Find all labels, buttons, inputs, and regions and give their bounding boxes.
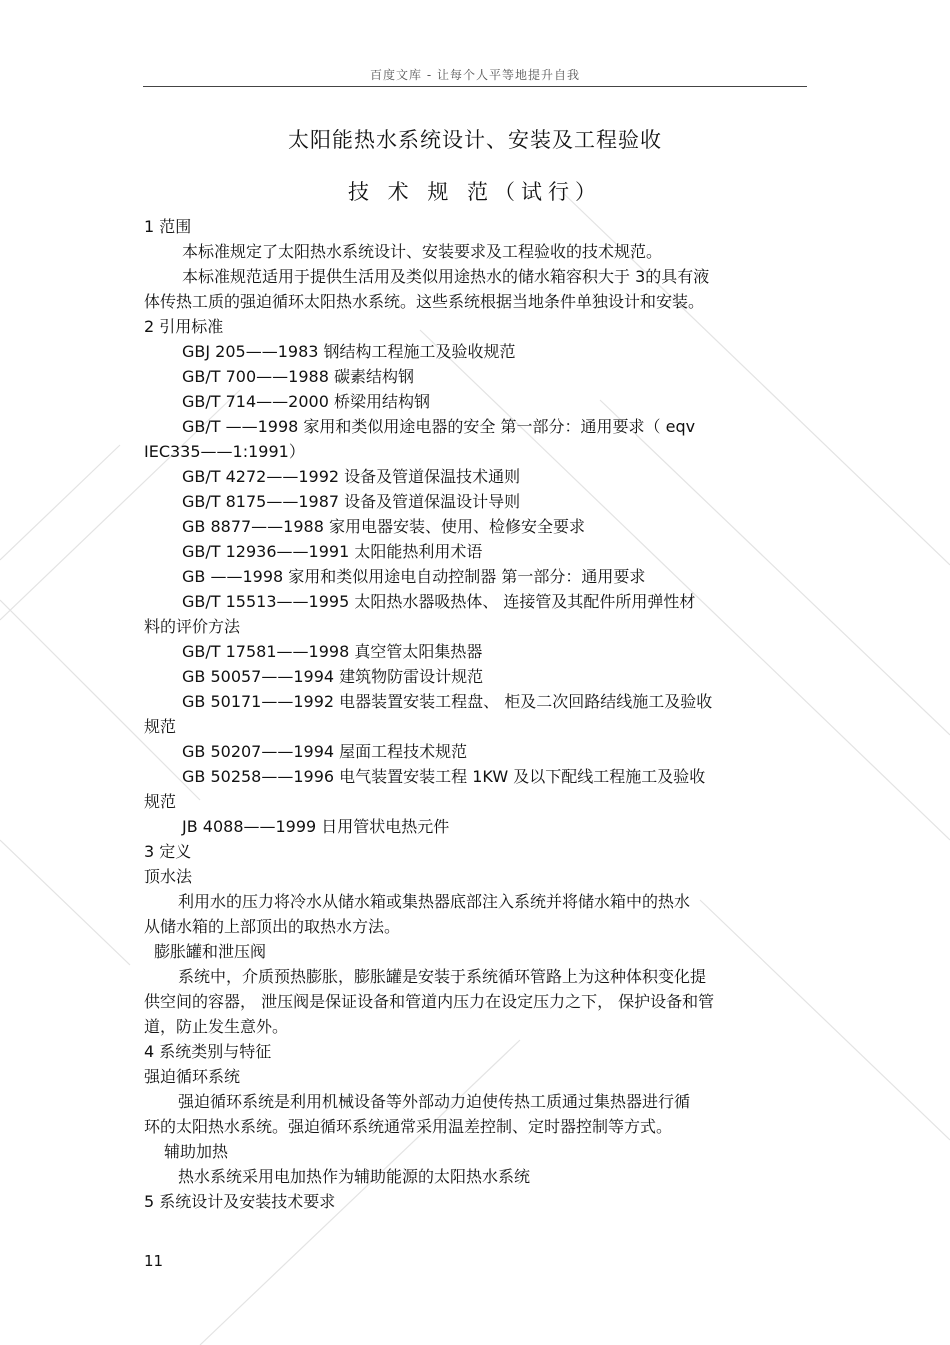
document-title: 太阳能热水系统设计、安装及工程验收 — [288, 128, 662, 152]
body-line: 2 引用标准 — [144, 317, 224, 336]
body-line: 体传热工质的强迫循环太阳热水系统。这些系统根据当地条件单独设计和安装。 — [144, 292, 705, 311]
document-body — [144, 214, 812, 1214]
body-line: 环的太阳热水系统。强迫循环系统通常采用温差控制、定时器控制等方式。 — [144, 1117, 673, 1136]
body-line: GB 50207——1994 屋面工程技术规范 — [182, 742, 468, 761]
body-line: GB/T 12936——1991 太阳能热利用术语 — [182, 542, 483, 561]
body-line: 5 系统设计及安装技术要求 — [144, 1192, 336, 1211]
body-line: IEC335——1:1991） — [144, 442, 305, 461]
body-line: 1 范围 — [144, 217, 192, 236]
body-line: GB ——1998 家用和类似用途电自动控制器 第一部分：通用要求 — [182, 567, 646, 586]
body-line: 从储水箱的上部顶出的取热水方法。 — [144, 917, 401, 936]
header-rule — [143, 86, 807, 87]
body-line: GB/T 8175——1987 设备及管道保温设计导则 — [182, 492, 521, 511]
page-number: 11 — [144, 1252, 164, 1270]
body-line: 辅助加热 — [164, 1142, 229, 1161]
page-header: 百度文库 - 让每个人平等地提升自我 — [370, 68, 580, 82]
body-line: GBJ 205——1983 钢结构工程施工及验收规范 — [182, 342, 516, 361]
body-line: 本标准规范适用于提供生活用及类似用途热水的储水箱容积大于 3的具有液 — [182, 267, 710, 286]
body-line: GB/T 4272——1992 设备及管道保温技术通则 — [182, 467, 521, 486]
body-line: JB 4088——1999 日用管状电热元件 — [182, 817, 450, 836]
body-line: 4 系统类别与特征 — [144, 1042, 272, 1061]
body-line: 膨胀罐和泄压阀 — [154, 942, 267, 961]
body-line: 利用水的压力将冷水从储水箱或集热器底部注入系统并将储水箱中的热水 — [178, 892, 691, 911]
body-line: 本标准规定了太阳热水系统设计、安装要求及工程验收的技术规范。 — [182, 242, 663, 261]
body-line: 规范 — [144, 792, 177, 811]
body-line: 顶水法 — [144, 867, 193, 886]
body-line: 强迫循环系统 — [144, 1067, 241, 1086]
body-line: 强迫循环系统是利用机械设备等外部动力迫使传热工质通过集热器进行循 — [178, 1092, 691, 1111]
body-line: 热水系统采用电加热作为辅助能源的太阳热水系统 — [178, 1167, 531, 1186]
body-line: GB/T 15513——1995 太阳热水器吸热体、 连接管及其配件所用弹性材 — [182, 592, 696, 611]
body-line: GB/T 17581——1998 真空管太阳集热器 — [182, 642, 483, 661]
body-line: 系统中，介质预热膨胀，膨胀罐是安装于系统循环管路上为这种体积变化提 — [178, 967, 707, 986]
body-line: GB/T 714——2000 桥梁用结构钢 — [182, 392, 430, 411]
body-line: 料的评价方法 — [144, 617, 241, 636]
document-subtitle: 技 术 规 范（试行） — [347, 180, 603, 204]
body-line: GB 8877——1988 家用电器安装、使用、检修安全要求 — [182, 517, 585, 536]
body-line: 供空间的容器， 泄压阀是保证设备和管道内压力在设定压力之下， 保护设备和管 — [144, 992, 715, 1011]
body-line: GB/T ——1998 家用和类似用途电器的安全 第一部分：通用要求（ eqv — [182, 417, 696, 436]
body-line: GB/T 700——1988 碳素结构钢 — [182, 367, 414, 386]
body-line: GB 50171——1992 电器装置安装工程盘、 柜及二次回路结线施工及验收 — [182, 692, 713, 711]
body-line: GB 50258——1996 电气装置安装工程 1KW 及以下配线工程施工及验收 — [182, 767, 706, 786]
body-line: 3 定义 — [144, 842, 192, 861]
body-line: 规范 — [144, 717, 177, 736]
body-line: GB 50057——1994 建筑物防雷设计规范 — [182, 667, 484, 686]
body-line: 道，防止发生意外。 — [144, 1017, 289, 1036]
